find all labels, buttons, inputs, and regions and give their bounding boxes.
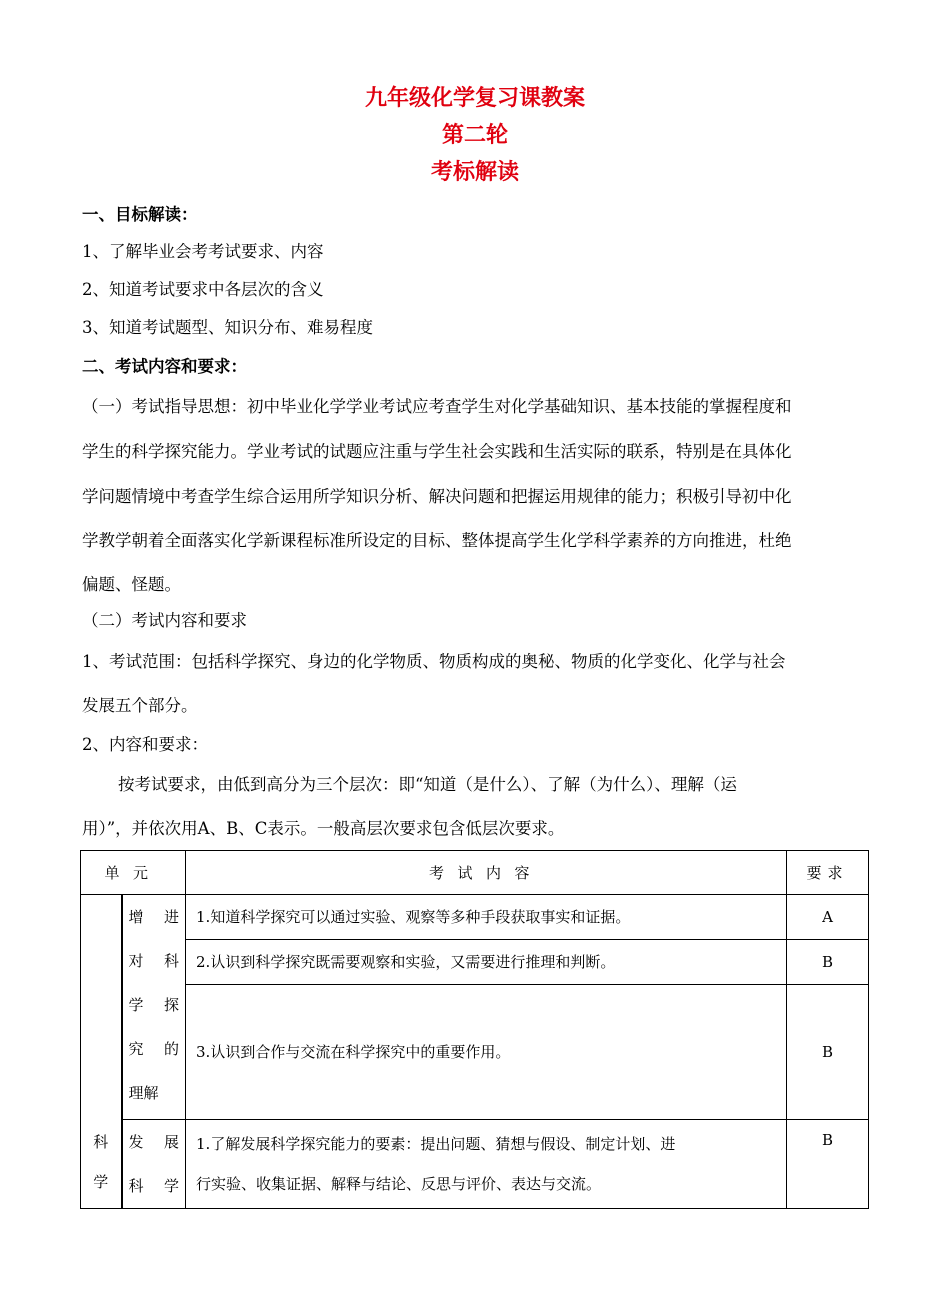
section1-item-3: 3、知道考试题型、知识分布、难易程度 (82, 318, 373, 337)
guideline-line-4: 学教学朝着全面落实化学新课程标准所设定的目标、整体提高学生化学科学素养的方向推进，杜绝 (82, 531, 792, 550)
section1-item-1: 1、了解毕业会考考试要求、内容 (82, 242, 324, 261)
subunit-develop-cell (122, 1120, 186, 1209)
unit-char-1: 科 (93, 1133, 109, 1151)
requirements-table (80, 850, 869, 1209)
table-row (81, 1120, 869, 1209)
requirement-cell: A (787, 895, 869, 940)
table-row (81, 895, 869, 940)
section1-item-2: 2、知道考试要求中各层次的含义 (82, 280, 324, 299)
doc-subtitle-topic: 考标解读 (430, 160, 519, 185)
guideline-line-3: 学问题情境中考查学生综合运用所学知识分析、解决问题和把握运用规律的能力；积极引导初中化 (82, 487, 792, 506)
subunit-line: 理解 (128, 1084, 159, 1102)
section1-heading: 一、目标解读： (82, 205, 198, 224)
content-cell (186, 1120, 787, 1209)
header-requirement: 要求 (787, 851, 869, 895)
content-cell: 2.认识到科学探究既需要观察和实验，又需要进行推理和判断。 (186, 940, 787, 985)
subunit-understanding-cell (122, 895, 186, 1120)
table-row (81, 985, 869, 1120)
unit-char-2: 学 (93, 1173, 109, 1191)
requirements-heading: 2、内容和要求： (82, 735, 208, 754)
subunit-line: 科 学 (128, 1177, 180, 1195)
table-row (81, 940, 869, 985)
content-cell: 3.认识到合作与交流在科学探究中的重要作用。 (186, 985, 787, 1120)
subunit-line: 学 探 (128, 996, 180, 1014)
guideline-line-2: 学生的科学探究能力。学业考试的试题应注重与学生社会实践和生活实际的联系，特别是在具体化 (82, 442, 792, 461)
subunit-line: 发 展 (128, 1133, 180, 1151)
content-cell: 1.知道科学探究可以通过实验、观察等多种手段获取事实和证据。 (186, 895, 787, 940)
scope-line-1: 1、考试范围：包括科学探究、身边的化学物质、物质构成的奥秘、物质的化学变化、化学与社会 (82, 652, 786, 671)
section2-heading: 二、考试内容和要求： (82, 357, 247, 376)
requirement-cell: B (787, 1120, 869, 1209)
unit-science-cell (81, 895, 122, 1209)
content-line: 行实验、收集证据、解释与结论、反思与评价、表达与交流。 (196, 1175, 602, 1193)
guideline-line-1: （一）考试指导思想：初中毕业化学学业考试应考查学生对化学基础知识、基本技能的掌握程度和 (82, 397, 792, 416)
content-line: 1.了解发展科学探究能力的要素：提出问题、猜想与假设、制定计划、进 (196, 1135, 676, 1153)
requirement-cell: B (787, 940, 869, 985)
levels-line-2: 用）”，并依次用A、B、C表示。一般高层次要求包含低层次要求。 (82, 819, 565, 838)
subunit-line: 增 进 (128, 908, 180, 926)
doc-subtitle-round: 第二轮 (441, 123, 508, 148)
levels-line-1: 按考试要求，由低到高分为三个层次：即“知道（是什么）、了解（为什么）、理解（运 (118, 775, 737, 794)
header-unit: 单元 (81, 851, 186, 895)
header-content: 考试内容 (186, 851, 787, 895)
scope-line-2: 发展五个部分。 (82, 696, 198, 715)
subunit-line: 究 的 (128, 1040, 180, 1058)
requirement-cell: B (787, 985, 869, 1120)
content-subheading: （二）考试内容和要求 (82, 611, 247, 630)
subunit-line: 对 科 (128, 952, 180, 970)
table-header-row (81, 851, 869, 895)
guideline-line-5: 偏题、怪题。 (82, 575, 181, 594)
doc-title: 九年级化学复习课教案 (364, 86, 585, 111)
